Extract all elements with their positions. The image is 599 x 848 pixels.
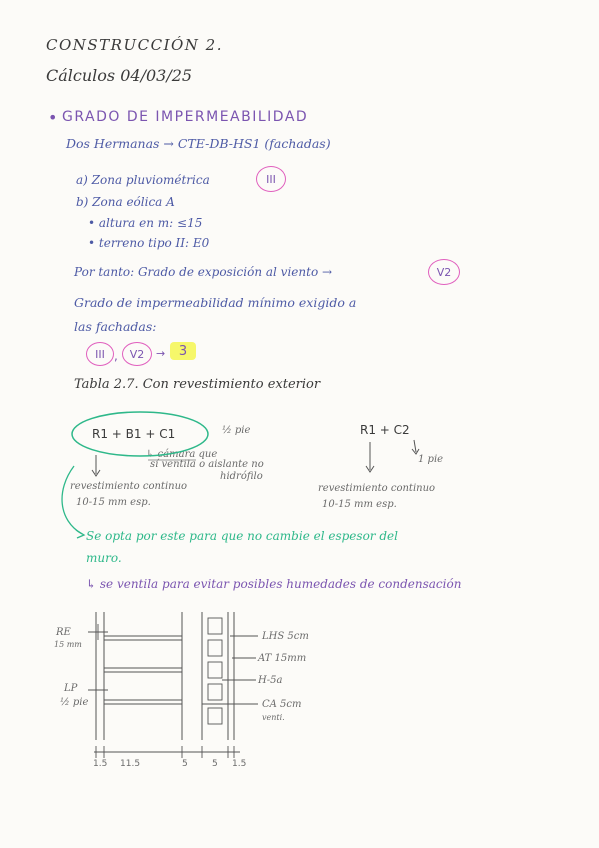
location-line: Dos Hermanas → CTE-DB-HS1 (fachadas): [66, 136, 331, 151]
diag-label-re: RE: [56, 627, 71, 638]
opt1-annot: ½ pie: [222, 425, 251, 436]
opt1-note-2: sí ventila o aislante no: [150, 459, 264, 470]
grado-c2-text: V2: [129, 347, 145, 361]
dim-3: 5: [182, 759, 188, 769]
zona-eolica: b) Zona eólica A: [76, 195, 175, 209]
decision-line-2: muro.: [86, 551, 122, 565]
decision-line-3: ↳ se ventila para evitar posibles humedades de condensación: [86, 577, 462, 591]
tabla-title: Tabla 2.7. Con revestimiento exterior: [74, 377, 321, 392]
zona-pluvio-text: III: [266, 172, 276, 186]
decision-arrow: [62, 466, 82, 534]
diag-label-lp: LP: [64, 683, 78, 694]
diag-right-label-2: AT 15mm: [258, 653, 307, 664]
opt2-rev-2: 10-15 mm esp.: [322, 499, 397, 510]
grado-line-1: Grado de impermeabilidad mínimo exigido a: [74, 295, 357, 310]
grado-sep: ,: [114, 349, 118, 363]
diag-right-label-3: H-5a: [258, 675, 283, 686]
decision-line-1: Se opta por este para que no cambie el espesor del: [86, 529, 398, 543]
diag-label-lp-size: ½ pie: [60, 697, 89, 708]
opt2-annot: 1 pie: [418, 454, 444, 465]
opt2-formula: R1 + C2: [360, 423, 410, 437]
section-heading: GRADO DE IMPERMEABILIDAD: [62, 109, 309, 125]
document-title: CONSTRUCCIÓN 2.: [46, 36, 223, 54]
dim-5: 1.5: [232, 759, 247, 769]
document-subtitle: Cálculos 04/03/25: [46, 66, 193, 85]
diag-label-re-size: 15 mm: [54, 640, 82, 649]
diag-right-label-1: LHS 5cm: [262, 631, 309, 642]
dim-4: 5: [212, 759, 218, 769]
zona-pluvio-label: a) Zona pluviométrica: [76, 173, 210, 187]
diag-right-label-4: CA 5cm: [262, 699, 302, 710]
diag-right-label-5: venti.: [262, 713, 285, 722]
grado-arrow: →: [156, 347, 166, 360]
opt1-circle: [72, 412, 208, 456]
exposicion-label: Por tanto: Grado de exposición al viento →: [74, 265, 333, 279]
opt1-note-1: ↳ cámara que: [146, 449, 218, 460]
section-bullet: •: [48, 108, 58, 127]
opt1-formula: R1 + B1 + C1: [92, 427, 176, 441]
opt1-note-3: hidrófilo: [220, 471, 263, 482]
opt1-rev-1: revestimiento continuo: [70, 481, 188, 492]
opt1-rev-2: 10-15 mm esp.: [76, 497, 151, 508]
grado-c1-text: III: [95, 347, 105, 361]
dim-1: 1.5: [93, 759, 108, 769]
grado-line-2: las fachadas:: [74, 319, 157, 334]
terreno-line: • terreno tipo II: E0: [88, 236, 210, 250]
exposicion-text: V2: [436, 265, 452, 279]
opt2-rev-1: revestimiento continuo: [318, 483, 436, 494]
dim-2: 11.5: [120, 759, 141, 769]
grado-result-text: 3: [178, 343, 188, 359]
altura-line: • altura en m: ≤15: [88, 216, 203, 230]
